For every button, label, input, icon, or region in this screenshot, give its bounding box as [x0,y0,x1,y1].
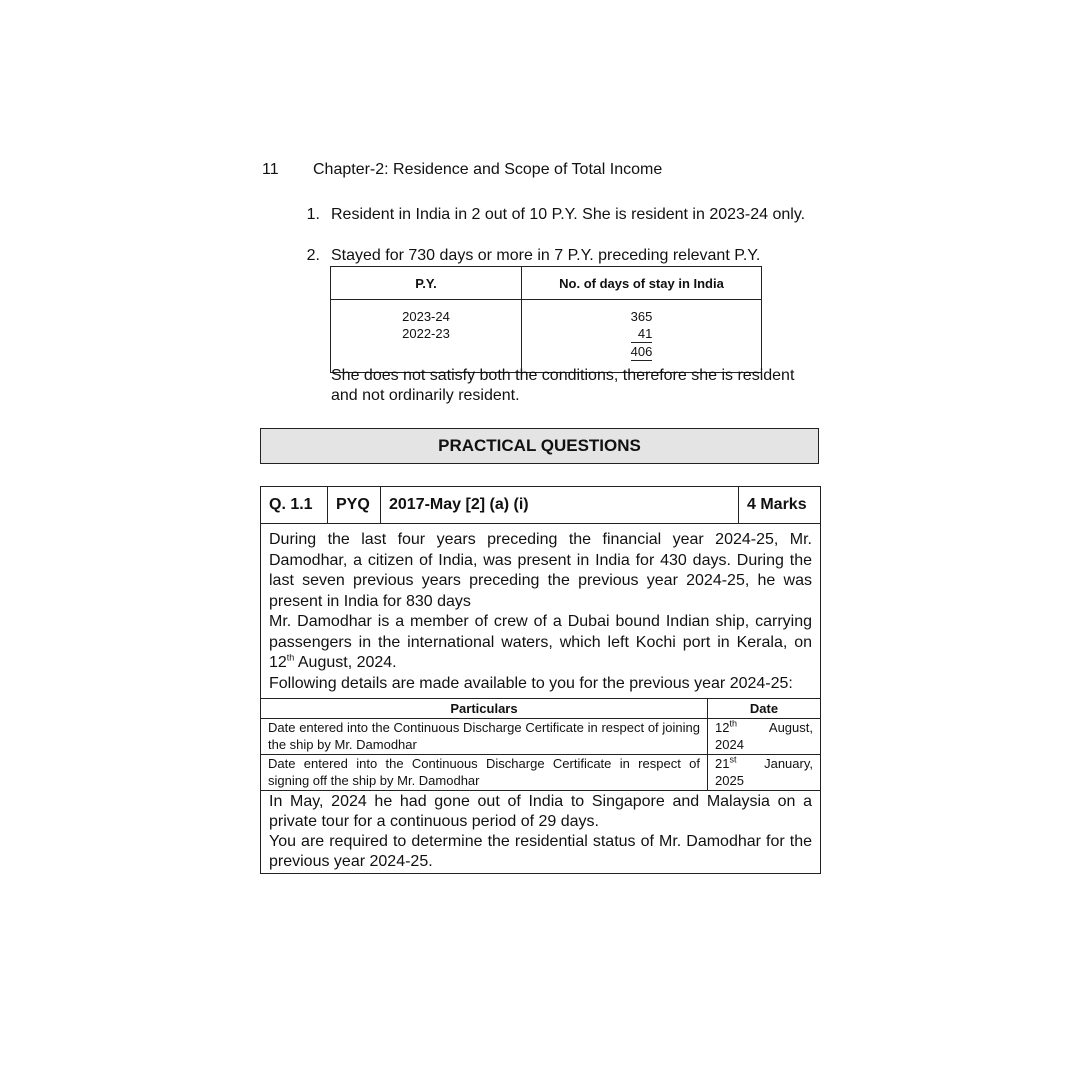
date-cell [708,719,821,755]
date-year: 2025 [715,772,744,788]
ordinal-suffix: th [286,652,295,663]
section-heading [260,428,819,464]
year-value: 2023-24 [402,309,450,324]
condition-number: 1. [306,206,320,223]
days-total: 406 [630,344,653,359]
page-number: 11 [262,161,279,178]
particular-cell: Date entered into the Continuous Discharge Certificate in respect of signing off the ship by Mr. Damodhar [261,755,708,791]
days-of-stay-table [330,266,762,373]
ordinal-suffix: st [729,754,737,765]
conclusion-text: She does not satisfy both the conditions, therefore she is resident and not ordinarily resident. [331,367,795,404]
table-header: Date [708,699,821,719]
table-header: Particulars [261,699,708,719]
question-number: Q. 1.1 [261,487,328,523]
date-month: January, [764,756,813,771]
question-box [260,486,821,874]
question-paragraph: You are required to determine the residential status of Mr. Damodhar for the previous year 2024-25. [269,833,812,870]
paragraph-text: Mr. Damodhar is a member of crew of a Dubai bound Indian ship, carrying passengers in the international waters, which left Kochi port in Kerala, on 12 [269,613,812,671]
question-tail [261,791,820,873]
question-paragraph: During the last four years preceding the financial year 2024-25, Mr. Damodhar, a citizen of India, was present in India for 430 days. During the last seven previous years preceding the previous year 2024-25, he was present in India for 830 days [269,531,812,610]
days-stack [631,308,653,361]
date-day: 12 [715,720,730,735]
date-day: 21 [715,756,730,771]
question-paragraph: In May, 2024 he had gone out of India to Singapore and Malaysia on a private tour for a continuous period of 29 days. [269,793,812,830]
question-paragraph: Following details are made available to you for the previous year 2024-25: [269,674,793,692]
particular-cell: Date entered into the Continuous Discharge Certificate in respect of joining the ship by Mr. Damodhar [261,719,708,755]
table-header: No. of days of stay in India [522,267,762,300]
paragraph-text: August, 2024. [294,654,397,671]
days-value: 41 [631,325,653,343]
question-type: PYQ [328,487,381,523]
question-marks: 4 Marks [747,496,807,513]
ordinal-suffix: th [729,718,737,729]
days-cell [522,300,762,373]
question-header [261,487,820,524]
condition-text: Stayed for 730 days or more in 7 P.Y. preceding relevant P.Y. [331,247,761,264]
section-heading-text: PRACTICAL QUESTIONS [438,436,641,455]
chapter-title: Chapter-2: Residence and Scope of Total Income [313,161,663,178]
years-cell [331,300,522,373]
table-row [261,755,820,791]
table-row [261,719,820,755]
date-year: 2024 [715,736,744,752]
condition-number: 2. [306,247,320,264]
days-value: 365 [630,309,653,324]
question-body [261,524,820,698]
question-paragraph [269,612,812,674]
table-header: P.Y. [331,267,522,300]
question-reference: 2017-May [2] (a) (i) [381,487,739,523]
condition-text: Resident in India in 2 out of 10 P.Y. She is resident in 2023-24 only. [331,206,806,223]
particulars-table [261,698,820,791]
date-month: August, [768,720,813,735]
year-value: 2022-23 [402,326,450,341]
date-cell [708,755,821,791]
